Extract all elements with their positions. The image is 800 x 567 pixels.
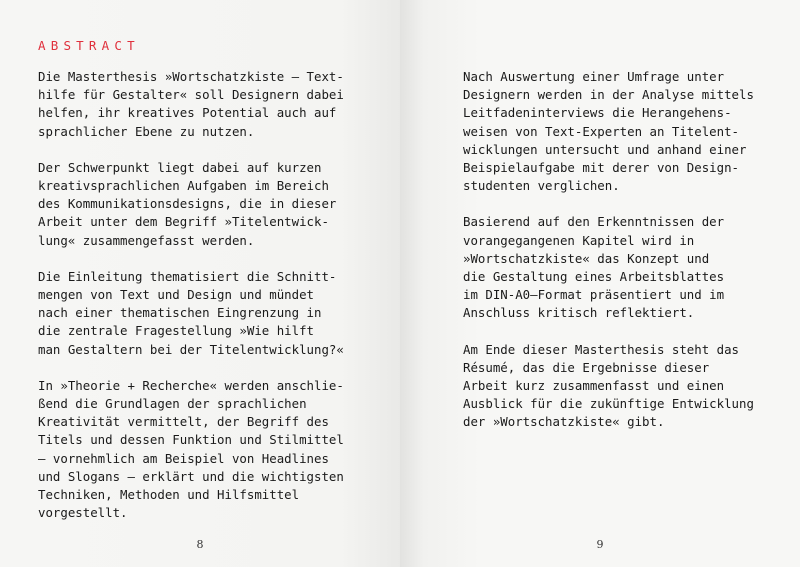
right-paragraph-1: Nach Auswertung einer Umfrage unter Designern werden in der Analyse mittels Leitfadeninterviews die Herangehens- weisen von Text-Experten an Titelent- wicklungen untersucht und anhand einer Beispielaufgabe mit derer von Design- studenten verglichen. (463, 69, 754, 194)
page-number-right: 9 (596, 538, 604, 551)
right-page (400, 0, 800, 567)
right-paragraph-2: Basierend auf den Erkenntnissen der vorangegangenen Kapitel wird in »Wortschatzkiste« das Konzept und die Gestaltung eines Arbeitsblattes im DIN-A0–Format präsentiert und im Anschluss kritisch reflektiert. (463, 214, 725, 321)
right-text-column (463, 68, 793, 450)
page-number-left: 8 (196, 538, 204, 551)
left-paragraph-2: Der Schwerpunkt liegt dabei auf kurzen kreativsprachlichen Aufgaben im Bereich des Kommunikationsdesigns, die in dieser Arbeit unter dem Begriff »Titelentwick- lung« zusammengefasst werden. (38, 159, 337, 248)
left-paragraph-4: In »Theorie + Recherche« werden anschlie- ßend die Grundlagen der sprachlichen Kreativität vermittelt, der Begriff des Titels und dessen Funktion und Stilmittel – vornehmlich am Beispiel von Headlines und Slogans – erklärt und die wichtigsten Techniken, Methoden und Hilfsmittel vorgestellt. (38, 377, 344, 521)
left-paragraph-3: Die Einleitung thematisiert die Schnitt- mengen von Text und Design und mündet nach einer thematischen Eingrenzung in die zentrale Fragestellung »Wie hilft man Gestaltern bei der Titelentwicklung?« (38, 268, 344, 357)
left-text-column (38, 68, 368, 540)
abstract-heading: ABSTRACT (38, 38, 140, 53)
right-paragraph-3: Am Ende dieser Masterthesis steht das Résumé, das die Ergebnisse dieser Arbeit kurz zusammenfasst und einen Ausblick für die zukünftige Entwicklung der »Wortschatzkiste« gibt. (463, 341, 754, 430)
left-paragraph-1: Die Masterthesis »Wortschatzkiste – Text- hilfe für Gestalter« soll Designern dabei helfen, ihr kreatives Potential auch auf sprachlicher Ebene zu nutzen. (38, 69, 344, 139)
